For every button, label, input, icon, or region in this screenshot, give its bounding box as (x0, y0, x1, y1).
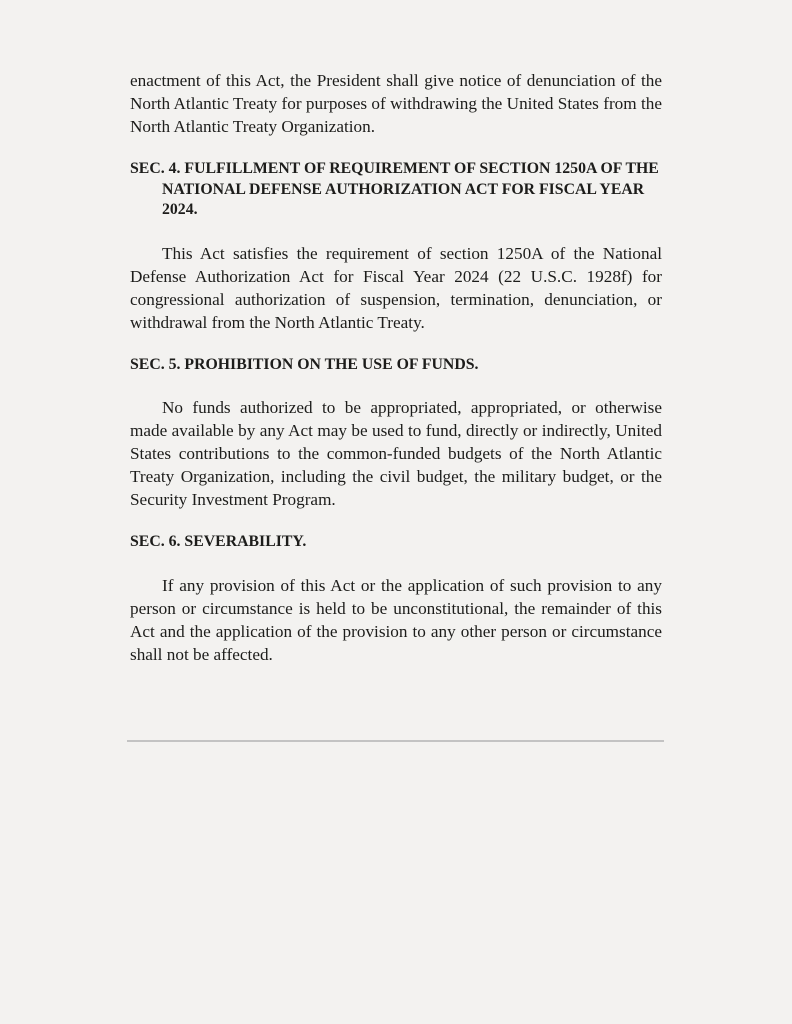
section-6-body: If any provision of this Act or the application of such provision to any person or circumstance is held to be unconstitutional, the remainder of this Act and the application of the provision to any other person or circumstance shall not be affected. (130, 575, 662, 664)
page-bottom-rule (127, 740, 664, 742)
bill-text-column (130, 69, 662, 742)
section-4-body: This Act satisfies the requirement of section 1250A of the National Defense Authorization Act for Fiscal Year 2024 (22 U.S.C. 1928f) for congressional authorization of suspension, termination, denunciation, or withdrawal from the North Atlantic Treaty. (130, 243, 662, 332)
section-4-heading: SEC. 4. FULFILLMENT OF REQUIREMENT OF SECTION 1250A OF THE NATIONAL DEFENSE AUTHORIZATION ACT FOR FISCAL YEAR 2024. (130, 160, 659, 218)
continuation-paragraph: enactment of this Act, the President shall give notice of denunciation of the North Atlantic Treaty for purposes of withdrawing the United States from the North Atlantic Treaty Organization. (130, 71, 662, 136)
section-6-heading: SEC. 6. SEVERABILITY. (130, 533, 307, 550)
section-5-body: No funds authorized to be appropriated, appropriated, or otherwise made available by any Act may be used to fund, directly or indirectly, United States contributions to the common-funded budgets of the North Atlantic Treaty Organization, including the civil budget, the military budget, or the Security Investment Program. (130, 398, 662, 509)
section-5-heading: SEC. 5. PROHIBITION ON THE USE OF FUNDS. (130, 355, 479, 373)
